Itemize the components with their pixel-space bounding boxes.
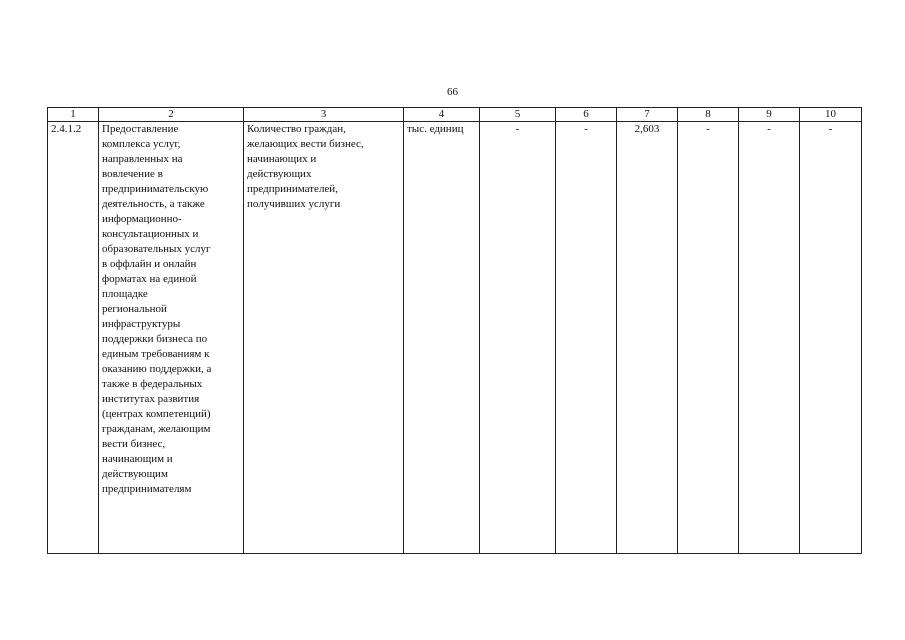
row-value-10: -	[800, 122, 862, 554]
header-cell-4: 4	[404, 108, 480, 122]
row-value-9: -	[739, 122, 800, 554]
row-value-6: -	[556, 122, 617, 554]
row-description: Предоставление комплекса услуг, направленных на вовлечение в предпринимательскую деятельность, а также информационно- консультационных и образовательных услуг в оффлайн и онлайн форматах на единой площадке региональной инфраструктуры поддержки бизнеса по единым требованиям к оказанию поддержки, а также в федеральных институтах развития (центрах компетенций) гражданам, желающим вести бизнес, начинающим и действующим предпринимателям	[99, 122, 244, 554]
header-cell-5: 5	[480, 108, 556, 122]
page-number: 66	[447, 86, 458, 98]
row-value-8: -	[678, 122, 739, 554]
table-row	[48, 122, 862, 554]
header-cell-9: 9	[739, 108, 800, 122]
header-cell-7: 7	[617, 108, 678, 122]
row-value-7: 2,603	[617, 122, 678, 554]
header-cell-8: 8	[678, 108, 739, 122]
header-cell-10: 10	[800, 108, 862, 122]
header-cell-6: 6	[556, 108, 617, 122]
row-unit: тыс. единиц	[404, 122, 480, 554]
data-table	[47, 107, 862, 554]
header-cell-1: 1	[48, 108, 99, 122]
row-indicator: Количество граждан, желающих вести бизнес, начинающих и действующих предпринимателей, получивших услуги	[244, 122, 404, 554]
row-code: 2.4.1.2	[48, 122, 99, 554]
header-row	[48, 108, 862, 122]
header-cell-2: 2	[99, 108, 244, 122]
header-cell-3: 3	[244, 108, 404, 122]
row-value-5: -	[480, 122, 556, 554]
